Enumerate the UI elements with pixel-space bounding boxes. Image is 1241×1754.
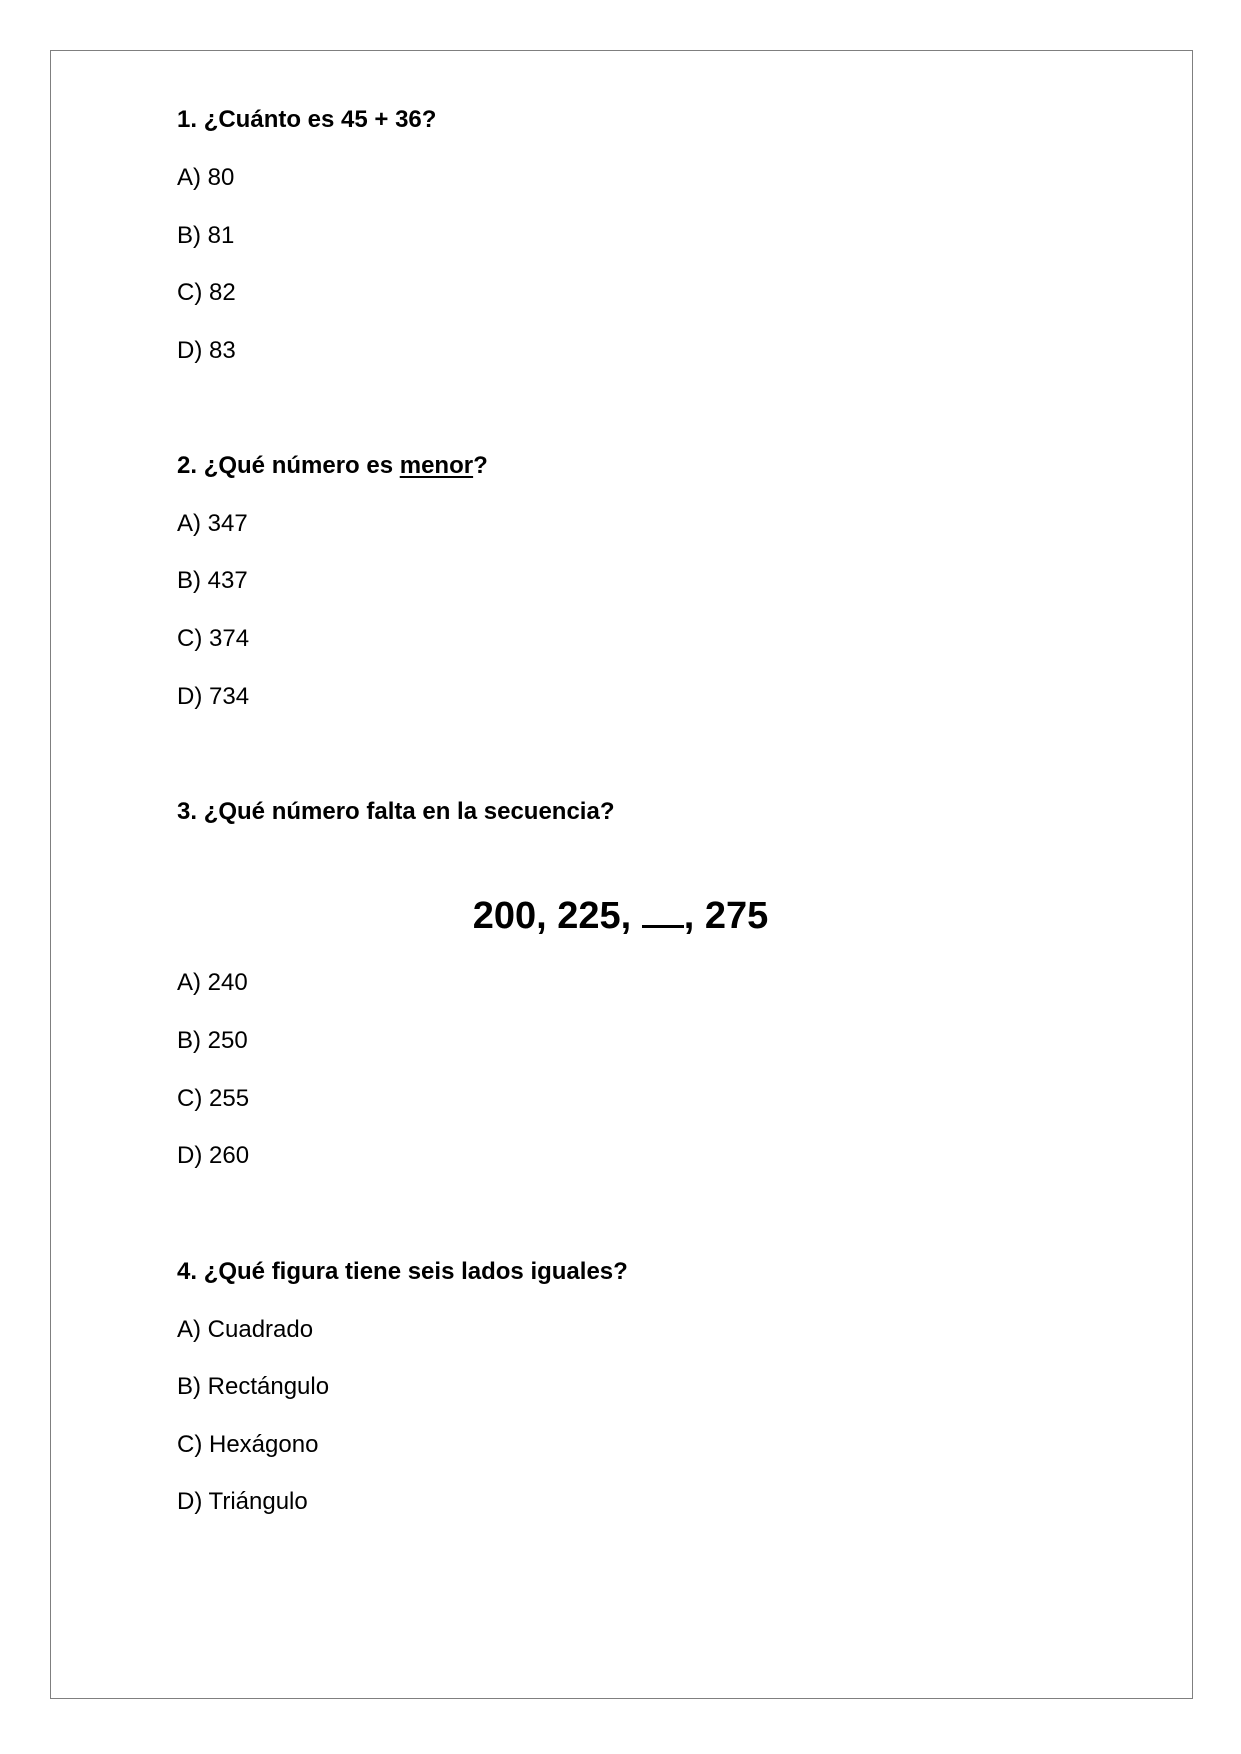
question-1-option-b[interactable]: B) 81 (177, 222, 235, 249)
question-3-text: ¿Qué número falta en la secuencia? (203, 798, 615, 825)
question-3-option-b[interactable]: B) 250 (177, 1027, 248, 1054)
question-4-option-c[interactable]: C) Hexágono (177, 1431, 319, 1458)
question-2-emphasis: menor (399, 452, 474, 479)
question-2 (177, 451, 488, 481)
question-3-option-a[interactable]: A) 240 (177, 969, 248, 996)
question-2-option-b[interactable]: B) 437 (177, 567, 248, 594)
question-2-option-d[interactable]: D) 734 (177, 683, 250, 710)
question-4-option-d[interactable]: D) Triángulo (177, 1488, 308, 1515)
question-4-text: ¿Qué figura tiene seis lados iguales? (203, 1258, 628, 1285)
question-1-option-d[interactable]: D) 83 (177, 337, 236, 364)
question-3-number: 3. (177, 798, 198, 825)
question-1-number: 1. (177, 106, 198, 133)
question-2-option-c[interactable]: C) 374 (177, 625, 250, 652)
question-1-option-c[interactable]: C) 82 (177, 279, 236, 306)
question-2-text-before: ¿Qué número es (203, 452, 400, 479)
question-1-option-a[interactable]: A) 80 (177, 164, 235, 191)
question-3-option-d[interactable]: D) 260 (177, 1142, 250, 1169)
question-4-option-b[interactable]: B) Rectángulo (177, 1373, 330, 1400)
sequence-prefix: 200, 225, (472, 895, 642, 937)
question-4-number: 4. (177, 1258, 198, 1285)
question-3 (177, 797, 614, 827)
question-2-text-after: ? (473, 452, 488, 479)
question-2-option-a[interactable]: A) 347 (177, 510, 248, 537)
question-4-option-a[interactable]: A) Cuadrado (177, 1316, 314, 1343)
question-2-number: 2. (177, 452, 198, 479)
question-3-option-c[interactable]: C) 255 (177, 1085, 250, 1112)
question-4 (177, 1257, 628, 1287)
question-1 (177, 105, 436, 135)
number-sequence (0, 893, 1241, 939)
question-1-text: ¿Cuánto es 45 + 36? (203, 106, 437, 133)
sequence-suffix: , 275 (683, 895, 769, 937)
sequence-blank (642, 925, 684, 928)
